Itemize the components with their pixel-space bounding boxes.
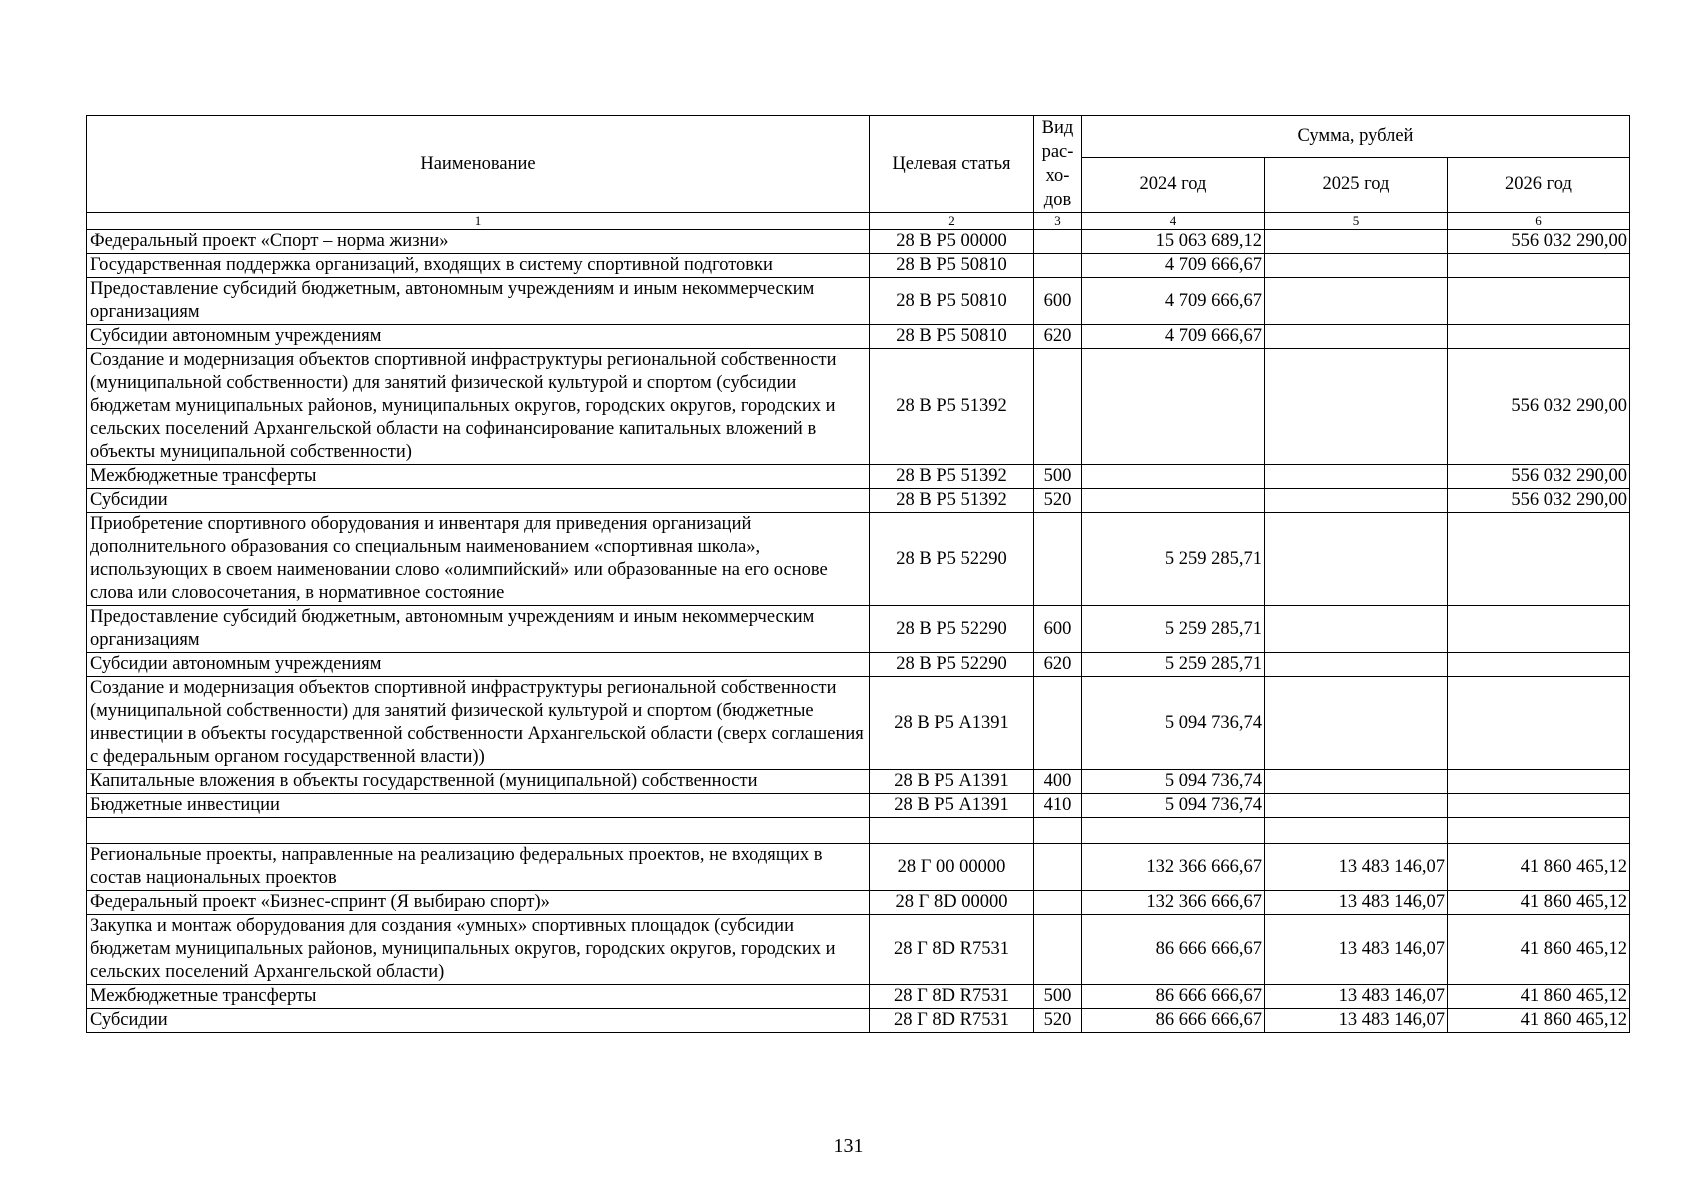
header-sum: Сумма, рублей [1082, 116, 1630, 158]
table-row [87, 653, 1630, 677]
row-expense-type [1034, 677, 1082, 770]
row-amount-2024: 86 666 666,67 [1082, 985, 1265, 1009]
row-expense-type: 400 [1034, 770, 1082, 794]
table-row [87, 915, 1630, 985]
row-amount-2025 [1265, 513, 1448, 606]
row-expense-type: 520 [1034, 489, 1082, 513]
row-name: Федеральный проект «Бизнес-спринт (Я выбираю спорт)» [87, 891, 870, 915]
row-target-code [870, 818, 1034, 844]
row-amount-2026: 41 860 465,12 [1448, 985, 1630, 1009]
page-number: 131 [833, 1135, 864, 1157]
row-target-code: 28 Г 8D R7531 [870, 985, 1034, 1009]
header-expense-type: Вид рас-хо-дов [1034, 116, 1082, 213]
header-year-2024: 2024 год [1082, 157, 1265, 212]
row-target-code: 28 В Р5 51392 [870, 465, 1034, 489]
row-name: Межбюджетные трансферты [87, 465, 870, 489]
row-name: Приобретение спортивного оборудования и инвентаря для приведения организаций дополнительного образования со специальным наименованием «спортивная школа», использующих в своем наименовании слово «олимпийский» или образованные на его основе слова или словосочетания, в нормативное состояние [87, 513, 870, 606]
table-row [87, 489, 1630, 513]
row-amount-2025 [1265, 349, 1448, 465]
header-year-2025: 2025 год [1265, 157, 1448, 212]
row-expense-type [1034, 891, 1082, 915]
table-row [87, 794, 1630, 818]
row-amount-2024 [1082, 818, 1265, 844]
row-amount-2026: 41 860 465,12 [1448, 844, 1630, 891]
row-target-code: 28 Г 8D R7531 [870, 1009, 1034, 1033]
row-expense-type [1034, 254, 1082, 278]
row-name: Субсидии автономным учреждениям [87, 653, 870, 677]
row-amount-2026 [1448, 513, 1630, 606]
row-target-code: 28 Г 8D R7531 [870, 915, 1034, 985]
row-target-code: 28 В Р5 52290 [870, 606, 1034, 653]
row-expense-type [1034, 844, 1082, 891]
row-amount-2025 [1265, 325, 1448, 349]
table-row [87, 606, 1630, 653]
row-expense-type [1034, 513, 1082, 606]
row-target-code: 28 В Р5 А1391 [870, 677, 1034, 770]
row-amount-2025 [1265, 254, 1448, 278]
row-name: Предоставление субсидий бюджетным, автономным учреждениям и иным некоммерческим организациям [87, 606, 870, 653]
row-expense-type: 620 [1034, 325, 1082, 349]
row-amount-2026 [1448, 770, 1630, 794]
table-row [87, 278, 1630, 325]
table-row [87, 513, 1630, 606]
row-amount-2024 [1082, 465, 1265, 489]
column-number: 4 [1082, 213, 1265, 230]
row-amount-2025 [1265, 230, 1448, 254]
row-amount-2024 [1082, 489, 1265, 513]
row-amount-2025 [1265, 770, 1448, 794]
row-amount-2024: 4 709 666,67 [1082, 254, 1265, 278]
row-amount-2026 [1448, 677, 1630, 770]
row-target-code: 28 В Р5 00000 [870, 230, 1034, 254]
row-name: Создание и модернизация объектов спортивной инфраструктуры региональной собственности (муниципальной собственности) для занятий физической культурой и спортом (субсидии бюджетам муниципальных районов, муниципальных округов, городских округов, городских и сельских поселений Архангельской области на софинансирование капитальных вложений в объекты муниципальной собственности) [87, 349, 870, 465]
column-number-row [87, 213, 1630, 230]
row-expense-type: 600 [1034, 278, 1082, 325]
row-name: Региональные проекты, направленные на реализацию федеральных проектов, не входящих в состав национальных проектов [87, 844, 870, 891]
row-amount-2025: 13 483 146,07 [1265, 915, 1448, 985]
header-name: Наименование [87, 116, 870, 213]
row-amount-2024: 4 709 666,67 [1082, 278, 1265, 325]
row-amount-2026 [1448, 818, 1630, 844]
row-amount-2024: 15 063 689,12 [1082, 230, 1265, 254]
row-expense-type [1034, 230, 1082, 254]
row-amount-2025 [1265, 653, 1448, 677]
row-amount-2025 [1265, 818, 1448, 844]
row-target-code: 28 В Р5 52290 [870, 653, 1034, 677]
table-row [87, 465, 1630, 489]
column-number: 5 [1265, 213, 1448, 230]
column-number: 6 [1448, 213, 1630, 230]
header-year-2026: 2026 год [1448, 157, 1630, 212]
table-body [87, 230, 1630, 1033]
row-expense-type: 410 [1034, 794, 1082, 818]
column-number: 3 [1034, 213, 1082, 230]
row-amount-2024: 5 094 736,74 [1082, 794, 1265, 818]
row-expense-type: 520 [1034, 1009, 1082, 1033]
table-row [87, 325, 1630, 349]
table-header [87, 116, 1630, 230]
row-target-code: 28 В Р5 50810 [870, 325, 1034, 349]
row-name: Субсидии [87, 1009, 870, 1033]
row-amount-2026 [1448, 794, 1630, 818]
table-row [87, 818, 1630, 844]
column-number: 2 [870, 213, 1034, 230]
row-expense-type: 600 [1034, 606, 1082, 653]
row-amount-2026 [1448, 278, 1630, 325]
row-amount-2026 [1448, 653, 1630, 677]
row-amount-2025 [1265, 606, 1448, 653]
row-amount-2024: 5 259 285,71 [1082, 513, 1265, 606]
row-name: Бюджетные инвестиции [87, 794, 870, 818]
row-amount-2025: 13 483 146,07 [1265, 844, 1448, 891]
row-amount-2025 [1265, 465, 1448, 489]
row-amount-2026: 41 860 465,12 [1448, 891, 1630, 915]
table-row [87, 1009, 1630, 1033]
row-name [87, 818, 870, 844]
row-target-code: 28 В Р5 А1391 [870, 794, 1034, 818]
row-amount-2025: 13 483 146,07 [1265, 985, 1448, 1009]
table-row [87, 254, 1630, 278]
row-name: Государственная поддержка организаций, входящих в систему спортивной подготовки [87, 254, 870, 278]
header-target: Целевая статья [870, 116, 1034, 213]
row-amount-2026: 556 032 290,00 [1448, 465, 1630, 489]
table-row [87, 677, 1630, 770]
row-amount-2024: 5 094 736,74 [1082, 677, 1265, 770]
row-amount-2024: 4 709 666,67 [1082, 325, 1265, 349]
row-name: Субсидии [87, 489, 870, 513]
row-amount-2024: 132 366 666,67 [1082, 891, 1265, 915]
row-amount-2026 [1448, 254, 1630, 278]
row-amount-2025 [1265, 677, 1448, 770]
row-amount-2024: 86 666 666,67 [1082, 915, 1265, 985]
row-target-code: 28 В Р5 51392 [870, 489, 1034, 513]
row-amount-2026 [1448, 325, 1630, 349]
row-amount-2025 [1265, 278, 1448, 325]
row-name: Субсидии автономным учреждениям [87, 325, 870, 349]
row-amount-2025: 13 483 146,07 [1265, 891, 1448, 915]
row-amount-2024: 5 259 285,71 [1082, 653, 1265, 677]
row-target-code: 28 В Р5 А1391 [870, 770, 1034, 794]
row-target-code: 28 В Р5 50810 [870, 278, 1034, 325]
row-target-code: 28 В Р5 51392 [870, 349, 1034, 465]
row-amount-2025 [1265, 489, 1448, 513]
row-amount-2024 [1082, 349, 1265, 465]
row-amount-2024: 86 666 666,67 [1082, 1009, 1265, 1033]
row-expense-type: 500 [1034, 465, 1082, 489]
column-number: 1 [87, 213, 870, 230]
table-row [87, 891, 1630, 915]
row-name: Предоставление субсидий бюджетным, автономным учреждениям и иным некоммерческим организациям [87, 278, 870, 325]
table-row [87, 230, 1630, 254]
row-amount-2026: 556 032 290,00 [1448, 230, 1630, 254]
row-amount-2026: 41 860 465,12 [1448, 1009, 1630, 1033]
row-expense-type [1034, 915, 1082, 985]
budget-table [86, 115, 1630, 1033]
row-expense-type [1034, 818, 1082, 844]
row-target-code: 28 Г 00 00000 [870, 844, 1034, 891]
row-amount-2026: 556 032 290,00 [1448, 489, 1630, 513]
row-amount-2024: 132 366 666,67 [1082, 844, 1265, 891]
table-row [87, 985, 1630, 1009]
table-row [87, 349, 1630, 465]
row-name: Федеральный проект «Спорт – норма жизни» [87, 230, 870, 254]
row-amount-2025 [1265, 794, 1448, 818]
row-amount-2026: 41 860 465,12 [1448, 915, 1630, 985]
row-name: Создание и модернизация объектов спортивной инфраструктуры региональной собственности (муниципальной собственности) для занятий физической культурой и спортом (бюджетные инвестиции в объекты государственной собственности Архангельской области (сверх соглашения с федеральным органом государственной власти)) [87, 677, 870, 770]
row-target-code: 28 В Р5 50810 [870, 254, 1034, 278]
row-name: Капитальные вложения в объекты государственной (муниципальной) собственности [87, 770, 870, 794]
row-amount-2024: 5 259 285,71 [1082, 606, 1265, 653]
row-amount-2025: 13 483 146,07 [1265, 1009, 1448, 1033]
row-expense-type: 500 [1034, 985, 1082, 1009]
row-expense-type: 620 [1034, 653, 1082, 677]
row-amount-2024: 5 094 736,74 [1082, 770, 1265, 794]
row-amount-2026 [1448, 606, 1630, 653]
row-amount-2026: 556 032 290,00 [1448, 349, 1630, 465]
table-row [87, 844, 1630, 891]
row-name: Закупка и монтаж оборудования для создания «умных» спортивных площадок (субсидии бюджетам муниципальных районов, муниципальных округов, городских округов, городских и сельских поселений Архангельской области) [87, 915, 870, 985]
table-row [87, 770, 1630, 794]
row-name: Межбюджетные трансферты [87, 985, 870, 1009]
row-target-code: 28 Г 8D 00000 [870, 891, 1034, 915]
row-target-code: 28 В Р5 52290 [870, 513, 1034, 606]
row-expense-type [1034, 349, 1082, 465]
